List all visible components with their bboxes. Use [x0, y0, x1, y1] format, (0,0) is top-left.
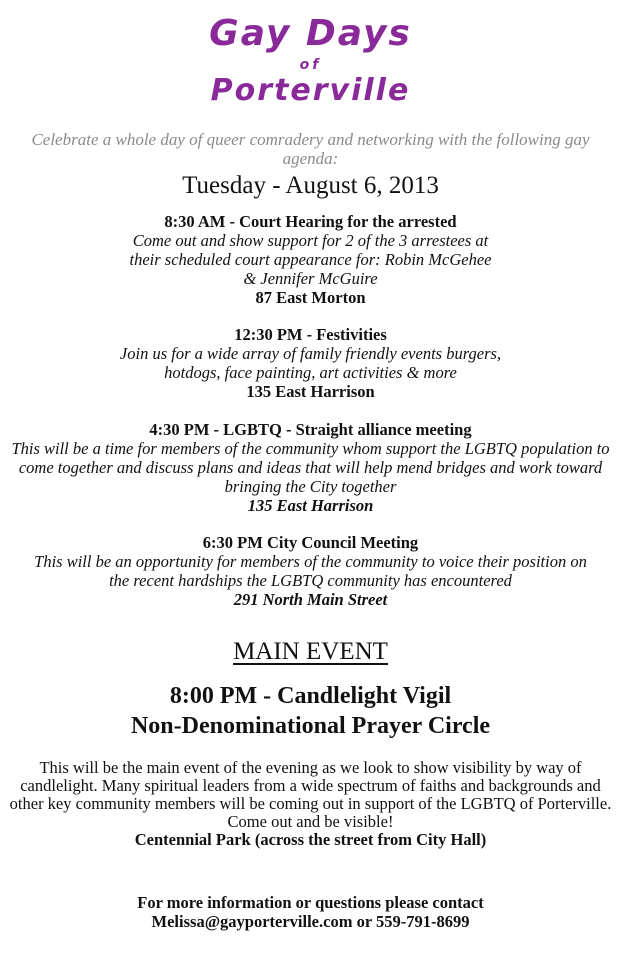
- contact-line-1: For more information or questions please contact: [137, 893, 484, 912]
- main-event-title-line-2: Non-Denominational Prayer Circle: [130, 713, 491, 739]
- event-time-title: 8:30 AM - Court Hearing for the arrested: [164, 212, 457, 231]
- logo-line-2: of: [299, 57, 322, 73]
- event-date: Tuesday - August 6, 2013: [182, 172, 439, 199]
- intro-text: Celebrate a whole day of queer comradery and networking with the following gay agenda:: [31, 130, 590, 168]
- event-time-title: 6:30 PM City Council Meeting: [202, 533, 419, 552]
- logo-line-3: Porterville: [210, 73, 411, 108]
- contact-line-2: Melissa@gayporterville.com or 559-791-8699: [151, 912, 470, 931]
- event-block: [6, 325, 615, 401]
- logo: [0, 13, 621, 108]
- event-address: 135 East Harrison: [246, 382, 375, 401]
- event-block: [6, 420, 615, 515]
- main-event-title: [0, 681, 621, 741]
- event-description: Come out and show support for 2 of the 3 arrestees at their scheduled court appearance for: Robin McGehee & Jennifer McGuire: [129, 231, 492, 288]
- main-event-heading: [0, 638, 621, 666]
- event-block: [6, 533, 615, 609]
- event-address: 87 East Morton: [255, 288, 366, 307]
- event-description: Join us for a wide array of family friendly events burgers, hotdogs, face painting, art activities & more: [119, 344, 502, 382]
- main-event-heading-text: MAIN EVENT: [233, 638, 388, 665]
- main-event-details: [6, 759, 615, 849]
- main-event-location: Centennial Park (across the street from City Hall): [134, 830, 487, 849]
- event-description: This will be a time for members of the community whom support the LGBTQ population to come together and discuss plans and ideas that will help mend bridges and work toward bringing the City together: [11, 439, 610, 496]
- event-description: This will be an opportunity for members of the community to voice their position on the recent hardships the LGBTQ community has encountered: [34, 552, 587, 590]
- event-block: [6, 212, 615, 307]
- event-time-title: 12:30 PM - Festivities: [234, 325, 387, 344]
- main-event-title-line-1: 8:00 PM - Candlelight Vigil: [169, 683, 452, 709]
- main-event-description: This will be the main event of the evening as we look to show visibility by way of candlelight. Many spiritual leaders from a wide spectrum of faiths and backgrounds and other key community members will be coming out in support of the LGBTQ of Porterville. Come out and be visible!: [9, 758, 612, 831]
- event-time-title: 4:30 PM - LGBTQ - Straight alliance meeting: [149, 420, 472, 439]
- contact-info: [0, 893, 621, 931]
- event-address: 291 North Main Street: [233, 590, 388, 609]
- logo-line-1: Gay Days: [209, 13, 412, 54]
- event-address: 135 East Harrison: [247, 496, 374, 515]
